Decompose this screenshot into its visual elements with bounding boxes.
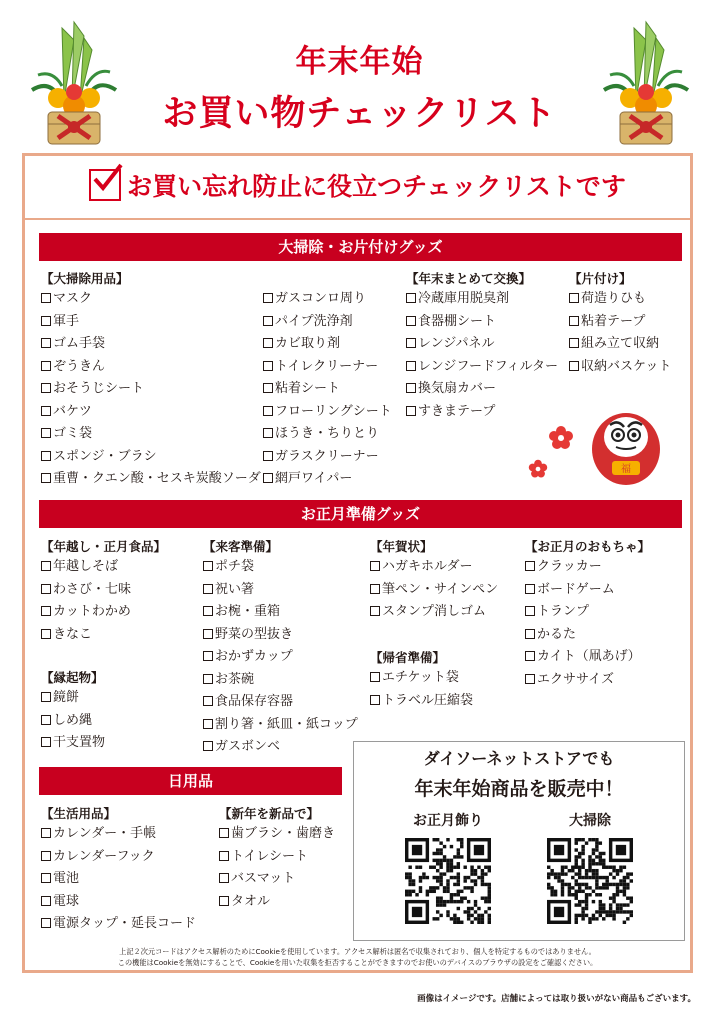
checklist-item[interactable]: エクササイズ <box>525 669 650 692</box>
net-store-promo <box>353 741 685 941</box>
checklist-item[interactable]: ゴミ袋 <box>41 423 261 446</box>
notes-line1: 上記２次元コードはアクセス解析のためにCookieを使用しています。アクセス解析は匿名で収集されており、個人を特定するものではありません。 <box>119 947 596 956</box>
checklist-item[interactable]: カットわかめ <box>41 601 166 624</box>
checkmark-icon <box>89 169 121 201</box>
checklist-item[interactable]: レンジパネル <box>406 333 558 356</box>
checklist-item[interactable]: おかずカップ <box>203 646 358 669</box>
checklist-item[interactable]: 割り箸・紙皿・紙コップ <box>203 714 358 737</box>
checklist-item[interactable]: スポンジ・ブラシ <box>41 446 261 469</box>
category-label: 【年賀状】 <box>370 539 433 554</box>
checklist-item[interactable]: クラッカー <box>525 556 650 579</box>
daruma-illustration <box>590 403 662 487</box>
checklist-item[interactable]: ゴム手袋 <box>41 333 261 356</box>
checklist-item[interactable]: バケツ <box>41 401 261 424</box>
footer-disclaimer: 画像はイメージです。店舗によっては取り扱いがない商品もございます。 <box>417 994 696 1004</box>
checklist-item[interactable]: カイト（凧あげ） <box>525 646 650 669</box>
promo-line1: ダイソーネットストアでも <box>423 749 615 768</box>
checklist-item[interactable]: きなこ <box>41 624 166 647</box>
checklist-item[interactable]: カビ取り剤 <box>263 333 392 356</box>
cookie-notes <box>25 946 690 968</box>
checklist-item[interactable]: 荷造りひも <box>569 288 671 311</box>
checklist-item[interactable]: おそうじシート <box>41 378 261 401</box>
checklist-item[interactable]: 筆ペン・サインペン <box>370 579 498 602</box>
newyear-col1b <box>41 668 105 755</box>
checklist-item[interactable]: カレンダー・手帳 <box>41 823 196 846</box>
daily-col2 <box>219 804 335 913</box>
checklist-item[interactable]: レンジフードフィルター <box>406 356 558 379</box>
checklist-item[interactable]: 電球 <box>41 891 196 914</box>
checklist-item[interactable]: かるた <box>525 624 650 647</box>
newyear-col4 <box>525 537 650 691</box>
checklist-item[interactable]: トラベル圧縮袋 <box>370 690 473 713</box>
checklist-item[interactable]: 組み立て収納 <box>569 333 671 356</box>
newyear-col2 <box>203 537 358 759</box>
category-label: 【大掃除用品】 <box>41 271 129 286</box>
section-header-cleaning: 大掃除・お片付けグッズ <box>39 233 682 261</box>
banner <box>25 158 690 216</box>
checklist-item[interactable]: 電池 <box>41 868 196 891</box>
checklist-item[interactable]: 祝い箸 <box>203 579 358 602</box>
newyear-col3b <box>370 648 473 712</box>
daily-col1 <box>41 804 196 936</box>
checklist-item[interactable]: 食器棚シート <box>406 311 558 334</box>
cleaning-col1 <box>41 269 261 491</box>
category-label: 【お正月のおもちゃ】 <box>525 539 651 554</box>
qr-code-icon[interactable] <box>547 838 633 924</box>
checklist-item[interactable]: お椀・重箱 <box>203 601 358 624</box>
checklist-item[interactable]: 収納バスケット <box>569 356 671 379</box>
cleaning-col2 <box>263 288 392 491</box>
checklist-item[interactable]: 野菜の型抜き <box>203 624 358 647</box>
checklist-item[interactable]: 粘着テープ <box>569 311 671 334</box>
checklist-item[interactable]: パイプ洗浄剤 <box>263 311 392 334</box>
checklist-item[interactable]: ほうき・ちりとり <box>263 423 392 446</box>
newyear-col3 <box>370 537 498 624</box>
checklist-item[interactable]: ガスコンロ周り <box>263 288 392 311</box>
banner-divider <box>25 218 690 220</box>
checklist-item[interactable]: ガスボンベ <box>203 736 358 759</box>
checklist-item[interactable]: 換気扇カバー <box>406 378 558 401</box>
checklist-item[interactable]: トランプ <box>525 601 650 624</box>
category-label: 【縁起物】 <box>41 670 104 685</box>
checklist-item[interactable]: ぞうきん <box>41 356 261 379</box>
checklist-item[interactable]: 食品保存容器 <box>203 691 358 714</box>
checklist-item[interactable]: フローリングシート <box>263 401 392 424</box>
checklist-item[interactable]: エチケット袋 <box>370 667 473 690</box>
qr-code-icon[interactable] <box>405 838 491 924</box>
checklist-item[interactable]: 干支置物 <box>41 732 105 755</box>
checklist-item[interactable]: すきまテープ <box>406 401 558 424</box>
checklist-item[interactable]: タオル <box>219 891 335 914</box>
cleaning-col4 <box>569 269 671 378</box>
category-label: 【帰省準備】 <box>370 650 446 665</box>
plum-flower-icon-small <box>528 459 548 479</box>
checklist-item[interactable]: バスマット <box>219 868 335 891</box>
checklist-item[interactable]: わさび・七味 <box>41 579 166 602</box>
section-header-newyear: お正月準備グッズ <box>39 500 682 528</box>
checklist-item[interactable]: しめ縄 <box>41 710 105 733</box>
checklist-item[interactable]: トイレクリーナー <box>263 356 392 379</box>
checklist-item[interactable]: カレンダーフック <box>41 846 196 869</box>
category-label: 【生活用品】 <box>41 806 117 821</box>
promo-line2: 年末年始商品を販売中！ <box>414 778 624 800</box>
checklist-item[interactable]: ガラスクリーナー <box>263 446 392 469</box>
page-title-line1: 年末年始 <box>295 44 424 80</box>
checklist-item[interactable]: ボードゲーム <box>525 579 650 602</box>
category-label: 【年越し・正月食品】 <box>41 539 167 554</box>
banner-text: お買い忘れ防止に役立つチェックリストです <box>127 172 626 201</box>
checklist-item[interactable]: 重曹・クエン酸・セスキ炭酸ソーダ <box>41 468 261 491</box>
checklist-item[interactable]: 歯ブラシ・歯磨き <box>219 823 335 846</box>
category-label: 【新年を新品で】 <box>219 806 320 821</box>
category-label: 【年末まとめて交換】 <box>406 271 532 286</box>
checklist-item[interactable]: スタンプ消しゴム <box>370 601 498 624</box>
category-label: 【片付け】 <box>569 271 632 286</box>
qr2-label: 大掃除 <box>569 813 611 829</box>
category-label: 【来客準備】 <box>203 539 279 554</box>
checklist-item[interactable]: トイレシート <box>219 846 335 869</box>
checklist-item[interactable]: 軍手 <box>41 311 261 334</box>
checklist-item[interactable]: 電源タップ・延長コード <box>41 913 196 936</box>
checklist-item[interactable]: マスク <box>41 288 261 311</box>
checklist-item[interactable]: 鏡餅 <box>41 687 105 710</box>
svg-text:福: 福 <box>621 464 631 475</box>
checklist-item[interactable]: 粘着シート <box>263 378 392 401</box>
plum-flower-icon <box>548 425 574 451</box>
checklist-item[interactable]: 網戸ワイパー <box>263 468 392 491</box>
cleaning-col3 <box>406 269 558 423</box>
page-title-line2: お買い物チェックリスト <box>162 94 557 134</box>
checklist-item[interactable]: 冷蔵庫用脱臭剤 <box>406 288 558 311</box>
section-header-daily: 日用品 <box>39 767 342 795</box>
newyear-col1 <box>41 537 166 646</box>
checklist-item[interactable]: ポチ袋 <box>203 556 358 579</box>
checklist-item[interactable]: ハガキホルダー <box>370 556 498 579</box>
qr1-label: お正月飾り <box>413 813 483 829</box>
checklist-item[interactable]: お茶碗 <box>203 669 358 692</box>
checklist-item[interactable]: 年越しそば <box>41 556 166 579</box>
notes-line2: この機能はCookieを無効にすることで、Cookieを用いた収集を拒否することができますのでお使いのデバイスのブラウザの設定をご確認ください。 <box>117 958 598 967</box>
